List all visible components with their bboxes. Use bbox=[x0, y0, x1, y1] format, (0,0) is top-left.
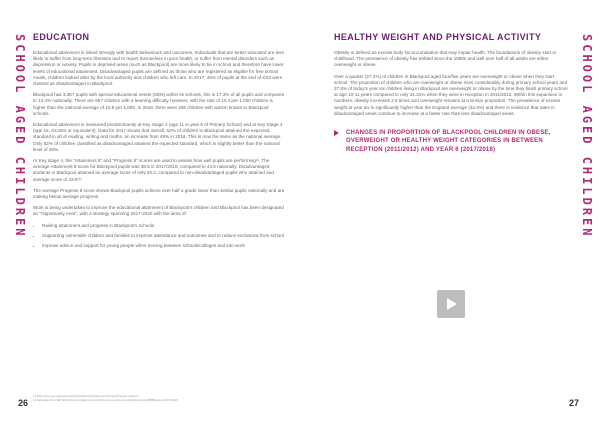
paragraph: Over a quarter (27.1%) of children in Blackpool aged four/five years are overweight or obese when they start school. The proportion of children who are overweight or obese rises considerably during primary school years and 37.8% of today's year six children living in Blackpool are overweight or obese by the time they finish primary school at age 10-11 years compared to only 22.31% when they were in reception in 2011/2012. Within this expansion in numbers, obesity increases 2.5 times and overweight remains at a similar proportion. The prevalence of excess weight at year six is significantly higher than the England average (34.3%) and there is evidence that rates in disadvantaged areas continue to increase at a faster rate than less disadvantaged areas. bbox=[334, 73, 568, 116]
list-item: • Improve advice and support for young people when moving between schools/colleges and into work bbox=[42, 243, 285, 249]
aims-list bbox=[33, 223, 285, 250]
list-item: • Raising attainment and progress in Blackpool's schools bbox=[42, 223, 285, 229]
list-item: • Supporting vulnerable children and families to improve attendance and outcomes and to reduce exclusions from school bbox=[42, 233, 285, 239]
education-heading: EDUCATION bbox=[33, 32, 90, 42]
paragraph: Work is being undertaken to improve the educational attainment of Blackpool's children and Blackpool has been designated an "Opportunity Area", with a strategy spanning 2017-2020 with the aims of: bbox=[33, 205, 284, 217]
healthy-weight-column bbox=[334, 32, 568, 154]
play-icon bbox=[447, 298, 457, 310]
paragraph: Blackpool has 3,367 pupils with special educational needs (SEN) within its schools, this is 17.3% of all pupils and compares to 14.4% nationally. There are 957 children with a learning difficulty however, with the rate of 10.4 per 1,000 children is higher than the national average of 10.9 per 1,000. In 2018, there were 206 children with autism known to Blackpool schools. bbox=[33, 92, 285, 116]
paragraph: Obesity is defined as excess body fat accumulation that may impair health. The foundations of obesity start in childhood. The prevalence of obesity has trebled since the 1980s and well over half of all adults are either overweight or obese. bbox=[334, 50, 557, 68]
paragraph: Educational attainment is linked strongly with health behaviours and outcomes. Individuals that are better educated are less likely to suffer from long-term illnesses and to report themselves in poor health, or suffer from mental disorders such as depression or anxiety. Pupils in deprived areas (such as Blackpool) are more likely to be in school and therefore have lower levels of educational attainment. Disadvantaged pupils are defined as those who are registered as eligible for free school meals, children looked after by the local authority and children who left care. In 2017, 45% of pupils at the end of KS2 were classed as disadvantaged in Blackpool. bbox=[33, 50, 284, 87]
paragraph: Educational attainment is measured predominantly at Key Stage 2 (age 11 in year 6 of Primary School) and at Key Stage 4 (age 16, GCSEs or equivalent). Data for 2017 shows that overall, 62% of children in Blackpool attained the expected standard in all of reading, writing and maths, an increase from 48% in 2016. This is now the same as the national average. Only 52% of children classified as disadvantaged attained the expected standard, which is slightly better than the national level of 48%. bbox=[33, 122, 283, 152]
footnotes bbox=[33, 395, 273, 403]
side-title-left: SCHOOL AGED CHILDREN bbox=[13, 34, 27, 239]
chart-callout bbox=[334, 129, 568, 154]
paragraph: At Key stage 4, the "Attainment 8" and "Progress 8" scores are used to assess how well pupils are performing¹². The average Attainment 8 score for Blackpool pupils was 38.5 in 2017/2018, compared to 44.5 nationally. Disadvantaged students in Blackpool attained an average score of only 32.2, compared to non-disadvantaged pupils who attained and average score of 43.5¹³. bbox=[33, 158, 274, 182]
footnote: 12 https://www.gov.uk/government/publications/progress-8-school-performance-measure bbox=[33, 395, 139, 398]
paragraph: The average Progress 8 score shows Blackpool pupils achieve over half a grade lower than similar pupils nationally and are making below average progress. bbox=[33, 187, 285, 200]
video-play-button[interactable] bbox=[437, 290, 465, 318]
page-number-left: 26 bbox=[18, 398, 29, 408]
page-number-right: 27 bbox=[569, 398, 580, 408]
triangle-bullet-icon bbox=[334, 130, 339, 136]
education-column bbox=[33, 32, 285, 253]
side-title-right: SCHOOL AGED CHILDREN bbox=[580, 34, 594, 239]
callout-title: CHANGES IN PROPORTION OF BLACKPOOL CHILDREN IN OBESE, OVERWEIGHT OR HEALTHY WEIGHT CATEGORIES IN BETWEEN RECEPTION (2011/2012) AND YEAR 6 (2017/2018) bbox=[346, 130, 551, 153]
footnote: 13 Data taken from DfE https://www.compare-school-performance.service.gov.uk/local-authority/888/Blackpool 2017/2018 bbox=[33, 398, 178, 402]
healthy-weight-heading: HEALTHY WEIGHT AND PHYSICAL ACTIVITY bbox=[334, 32, 542, 42]
